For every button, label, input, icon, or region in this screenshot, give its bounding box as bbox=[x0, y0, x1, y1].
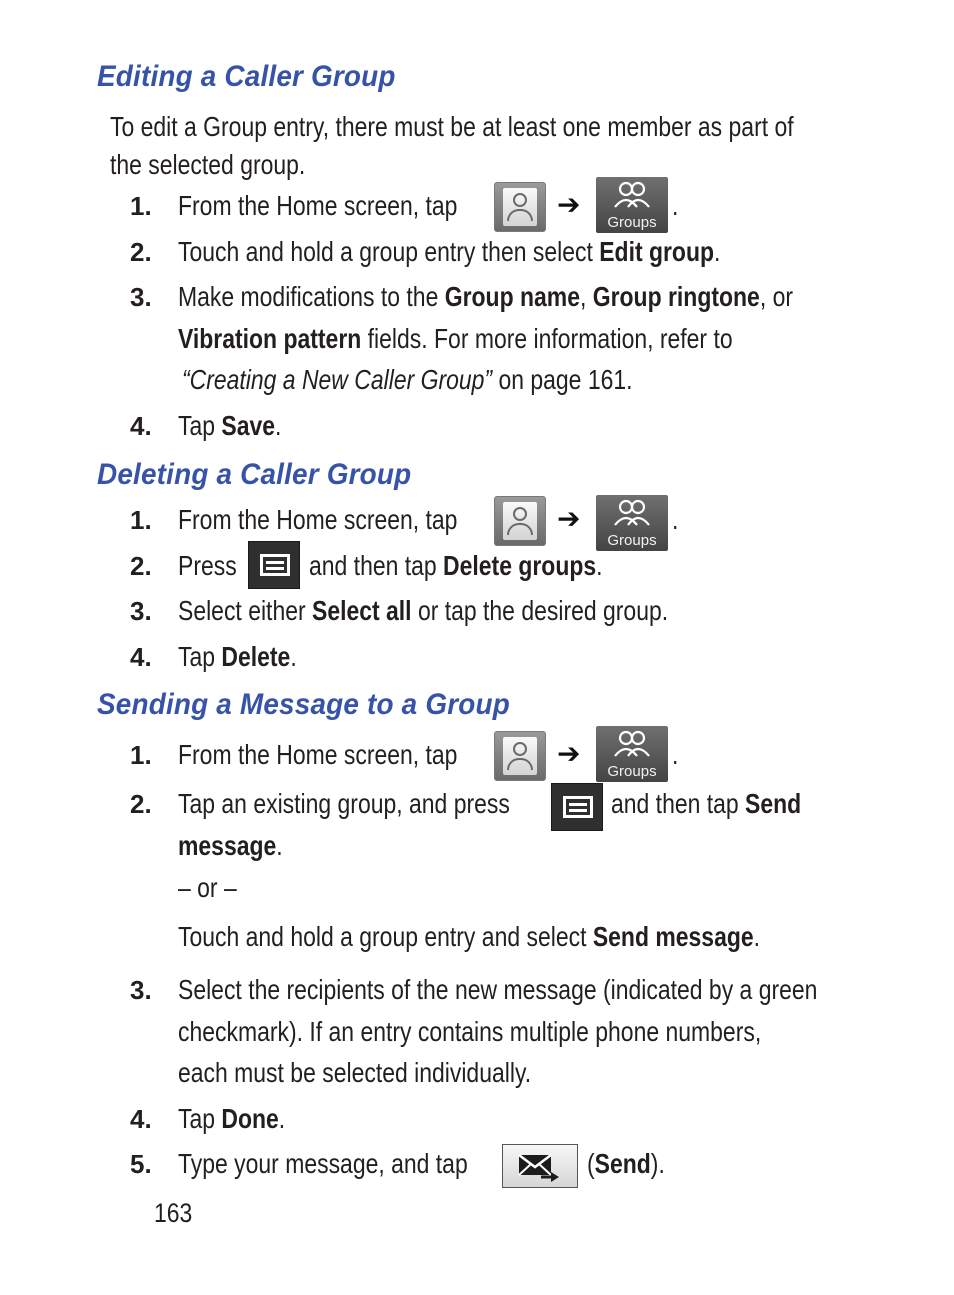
send-message-icon bbox=[502, 1144, 578, 1188]
step-text: Tap Delete. bbox=[178, 641, 297, 672]
step-number: 2. bbox=[130, 237, 152, 267]
step-number: 3. bbox=[130, 975, 152, 1005]
step-text: Select the recipients of the new message (indicated by a green bbox=[178, 974, 818, 1005]
groups-icon-label: Groups bbox=[607, 763, 657, 780]
step-number: 5. bbox=[130, 1149, 152, 1179]
step-text: Tap Save. bbox=[178, 410, 282, 441]
page-number: 163 bbox=[154, 1198, 193, 1228]
step-end: . bbox=[672, 739, 679, 770]
step-number: 4. bbox=[130, 642, 152, 672]
step-text: Tap Done. bbox=[178, 1103, 286, 1134]
groups-icon bbox=[596, 177, 668, 233]
step-text: and then tap Delete groups. bbox=[309, 550, 603, 581]
step-text: each must be selected individually. bbox=[178, 1057, 532, 1088]
step-number: 1. bbox=[130, 740, 152, 770]
step-number: 4. bbox=[130, 411, 152, 441]
step-number: 3. bbox=[130, 282, 152, 312]
section-heading-editing: Editing a Caller Group bbox=[97, 60, 396, 93]
step-end: . bbox=[672, 190, 679, 221]
step-text: checkmark). If an entry contains multiple phone numbers, bbox=[178, 1016, 762, 1047]
menu-key-icon bbox=[551, 783, 603, 831]
step-number: 1. bbox=[130, 505, 152, 535]
intro-line-2: the selected group. bbox=[110, 149, 306, 180]
groups-icon bbox=[596, 495, 668, 551]
intro-line-1: To edit a Group entry, there must be at least one member as part of bbox=[110, 111, 794, 142]
step-text: Type your message, and tap bbox=[178, 1148, 468, 1179]
contacts-icon bbox=[494, 731, 546, 781]
contacts-icon bbox=[494, 182, 546, 232]
step-number: 2. bbox=[130, 551, 152, 581]
step-number: 3. bbox=[130, 596, 152, 626]
step-text: message. bbox=[178, 830, 283, 861]
contacts-icon bbox=[494, 496, 546, 546]
step-text: Touch and hold a group entry and select Send message. bbox=[178, 921, 761, 952]
menu-key-icon bbox=[248, 541, 300, 589]
step-text: From the Home screen, tap bbox=[178, 190, 458, 221]
step-text: Press bbox=[178, 550, 237, 581]
step-number: 1. bbox=[130, 191, 152, 221]
step-text: From the Home screen, tap bbox=[178, 504, 458, 535]
groups-icon-label: Groups bbox=[607, 214, 657, 231]
arrow-icon: ➔ bbox=[557, 737, 581, 770]
step-text: Tap an existing group, and press bbox=[178, 788, 510, 819]
step-text: From the Home screen, tap bbox=[178, 739, 458, 770]
step-text: Vibration pattern fields. For more information, refer to bbox=[178, 323, 733, 354]
step-text: Touch and hold a group entry then select Edit group. bbox=[178, 236, 721, 267]
step-text: Make modifications to the Group name, Group ringtone, or bbox=[178, 281, 793, 312]
step-text: and then tap Send bbox=[611, 788, 802, 819]
cross-reference-link[interactable]: “Creating a New Caller Group” bbox=[182, 364, 493, 395]
step-text: Select either Select all or tap the desired group. bbox=[178, 595, 669, 626]
groups-icon-label: Groups bbox=[607, 532, 657, 549]
step-number: 4. bbox=[130, 1104, 152, 1134]
step-number: 2. bbox=[130, 789, 152, 819]
or-separator: – or – bbox=[178, 872, 237, 903]
arrow-icon: ➔ bbox=[557, 188, 581, 221]
step-end: . bbox=[672, 504, 679, 535]
section-heading-deleting: Deleting a Caller Group bbox=[97, 458, 412, 491]
section-heading-sending: Sending a Message to a Group bbox=[97, 688, 510, 721]
step-text: (Send). bbox=[587, 1148, 665, 1179]
step-text: “Creating a New Caller Group” on page 161. bbox=[182, 364, 633, 395]
groups-icon bbox=[596, 726, 668, 782]
arrow-icon: ➔ bbox=[557, 502, 581, 535]
